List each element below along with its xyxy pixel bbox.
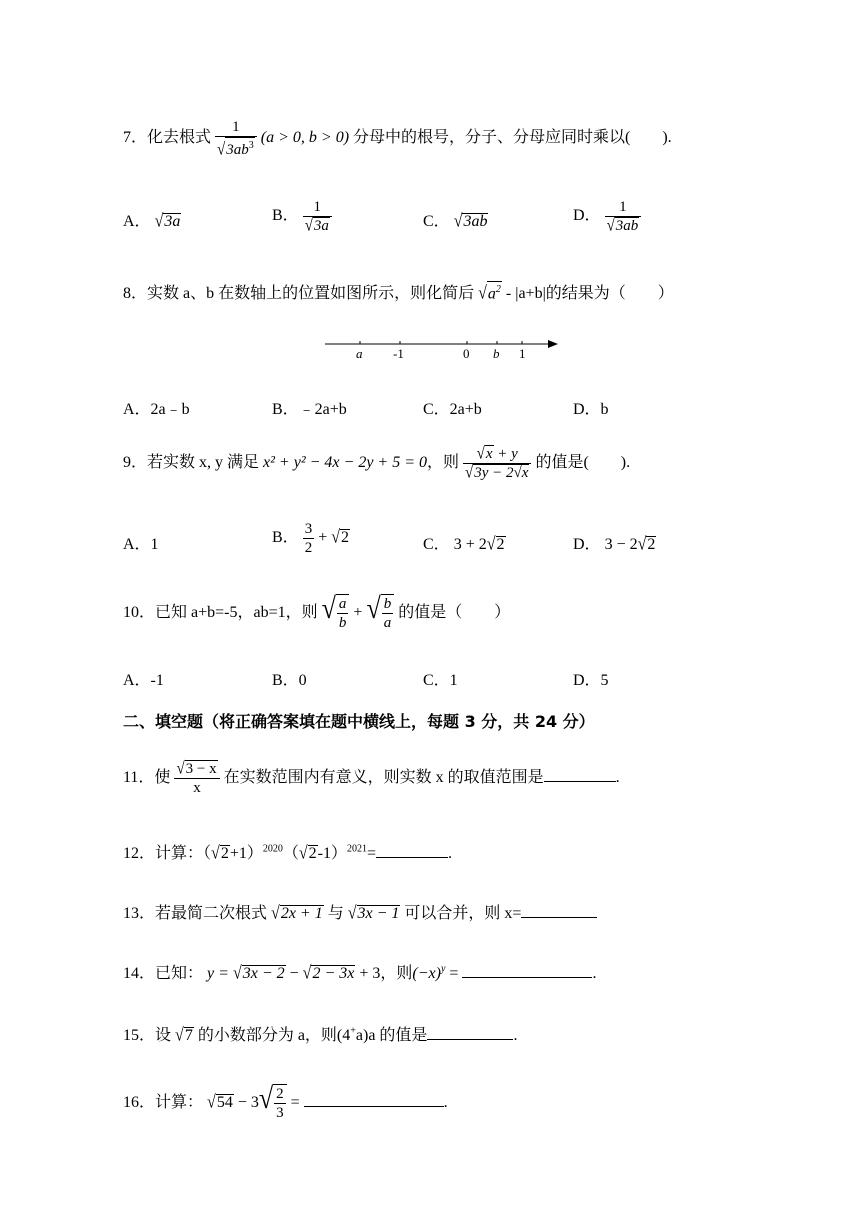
question-16: 16．计算： √54 − 3√ $\frac{2}{3}$ = . [123, 1081, 448, 1121]
answer-blank-12[interactable] [376, 843, 448, 858]
answer-blank-14[interactable] [462, 963, 592, 978]
option-7a[interactable]: A． √3a [123, 211, 181, 232]
option-8d[interactable]: D．b [573, 401, 609, 418]
question-9: 9．若实数 x, y 满足 x² + y² − 4x − 2y + 5 = 0，则 $\frac{√x + y}{√3y - 2√x}$ 的值是( ). [123, 444, 631, 483]
fraction-q9: $\frac{√x + y}{√3y - 2√x}$ [463, 445, 531, 482]
question-11: 11．使 $\frac{√3 - x}{x}$ 在实数范围内有意义，则实数 x 的取值范围是 . [123, 759, 620, 796]
question-13: 13．若最简二次根式 √2x + 1 与 √3x − 1 可以合并，则 x= [123, 900, 597, 923]
answer-blank-13[interactable] [521, 903, 597, 918]
option-10c[interactable]: C．1 [423, 672, 458, 689]
option-9c[interactable]: C． 3 + 2√2 [423, 534, 505, 555]
option-7c[interactable]: C． √3ab [423, 211, 488, 232]
answer-blank-15[interactable] [427, 1025, 513, 1040]
option-9a[interactable]: A．1 [123, 536, 159, 553]
option-9d[interactable]: D． 3 − 2√2 [573, 534, 656, 555]
option-7d[interactable]: D． $\frac{1}{√3ab}$ [573, 198, 641, 235]
condition-q7: (a > 0, b > 0) [260, 129, 350, 147]
equation-q9: x² + y² − 4x − 2y + 5 = 0 [263, 454, 428, 472]
option-8c[interactable]: C．2a+b [423, 401, 482, 418]
axis-label-zero: 0 [463, 346, 470, 361]
question-10: 10．已知 a+b=-5，ab=1，则 √ $\frac{a}{b}$ + √ $\frac{b}{a}$ 的值是（ ） [123, 591, 511, 631]
question-14: 14．已知： y = √3x − 2 − √2 − 3x + 3，则$(-x)^y$ = . [123, 963, 597, 984]
fraction-q7: $\frac{1}{√3ab^3}$ [215, 118, 257, 159]
axis-label-a: a [356, 346, 363, 361]
number-line [320, 334, 565, 364]
option-10d[interactable]: D．5 [573, 672, 609, 689]
question-15: 15．设 √7 的小数部分为 a，则(4+a)a 的值是 . [123, 1025, 518, 1046]
question-12: 12．计算：$(√2+1)^{2020}(√2-1)^{2021}=$ . [123, 843, 453, 864]
axis-label-b: b [493, 346, 500, 361]
option-9b[interactable]: B． $\frac{3}{2}$ + √2 [272, 521, 349, 556]
section-heading-fill-in: 二、填空题（将正确答案填在题中横线上，每题 3 分，共 24 分） [123, 712, 595, 731]
option-8a[interactable]: A．2a﹣b [123, 401, 190, 418]
option-7b[interactable]: B． $\frac{1}{√3a}$ [272, 198, 332, 235]
option-10a[interactable]: A．-1 [123, 672, 164, 689]
answer-blank-11[interactable] [544, 767, 616, 782]
option-8b[interactable]: B．﹣2a+b [272, 401, 347, 418]
axis-label-one: 1 [519, 346, 526, 361]
question-7: 7．化去根式 $\frac{1}{√3ab^3}$ (a > 0, b > 0) 分母中的根号，分子、分母应同时乘以( ). [123, 119, 672, 160]
question-8: 8．实数 a、b 在数轴上的位置如图所示，则化简后 $√a^2 - |a+b|$的结果为（ ） [123, 280, 674, 303]
axis-label-minus1: -1 [393, 346, 404, 361]
option-10b[interactable]: B．0 [272, 672, 307, 689]
answer-blank-16[interactable] [304, 1092, 444, 1107]
